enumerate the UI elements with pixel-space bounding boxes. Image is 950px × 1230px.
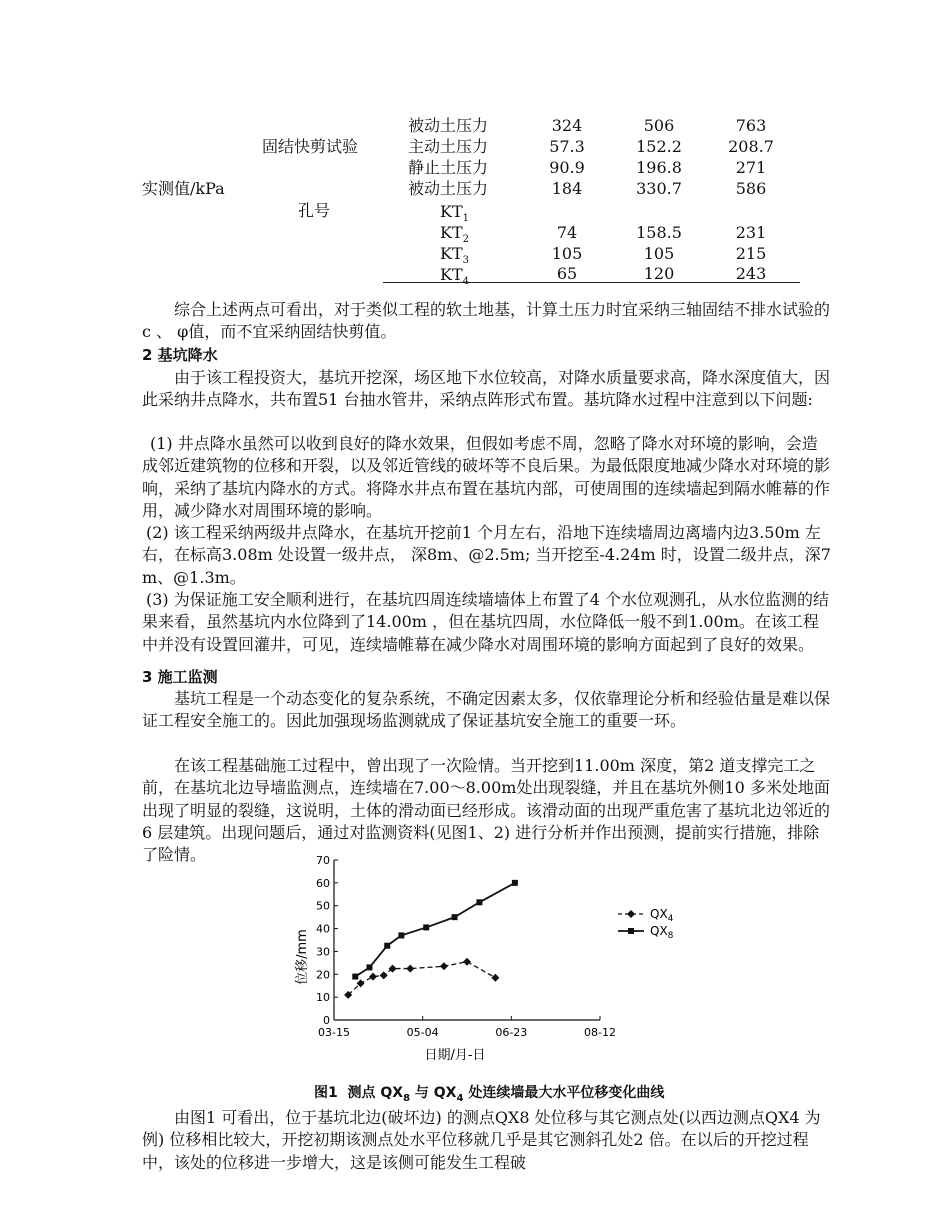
paragraph-item-2: (2) 该工程采纳两级井点降水，在基坑开挖前1 个月左右，沿地下连续墙周边离墙内边3.50m 左右，在标高3.08m 处设置一级井点， 深8m、@2.5m; 当开挖至-4.24m 时，设置二级井点，深7m、@1.3m。 — [142, 523, 831, 587]
cell: 215 — [735, 244, 767, 263]
data-point-qx4 — [369, 973, 377, 981]
chart-axes — [316, 854, 616, 1039]
y-tick-label: 30 — [316, 945, 330, 959]
data-point-qx8 — [352, 974, 358, 980]
cell: 105 — [643, 244, 675, 263]
series-line-qx8 — [355, 883, 515, 977]
cell: 330.7 — [636, 179, 682, 198]
cell: 74 — [556, 223, 578, 242]
x-tick-label: 06-23 — [495, 1026, 528, 1039]
paragraph-summary: 综合上述两点可看出，对于类似工程的软土地基，计算土压力时宜采纳三轴固结不排水试验的c 、 φ值，而不宜采纳固结快剪值。 — [142, 300, 831, 342]
x-tick-label: 08-12 — [584, 1026, 616, 1039]
cell: 105 — [551, 244, 583, 263]
data-point-qx4 — [463, 958, 471, 966]
cell: 120 — [643, 264, 675, 283]
y-tick-label: 10 — [316, 991, 330, 1005]
paragraph-item-3: (3) 为保证施工安全顺利进行，在基坑四周连续墙墙体上布置了4 个水位观测孔，从水位监测的结果来看，虽然基坑内水位降到了14.00m ，但在基坑四周，水位降低一般不到1.00m。在该工程中并没有设置回灌井，可见，连续墙帷幕在减少降水对周围环境的影响方面起到了良好的效果。 — [142, 590, 830, 654]
data-point-qx8 — [452, 914, 458, 920]
table-bottom-rule — [383, 282, 800, 283]
cell: 586 — [735, 179, 767, 198]
data-point-qx4 — [440, 962, 448, 970]
data-point-qx8 — [512, 880, 518, 886]
y-axis-label: 位移/mm — [295, 929, 310, 985]
y-tick-label: 60 — [316, 876, 330, 890]
data-point-qx4 — [380, 971, 388, 979]
y-tick-label: 40 — [316, 922, 330, 936]
cell: 152.2 — [636, 137, 682, 156]
cell: 184 — [551, 179, 583, 198]
cell: 90.9 — [549, 158, 585, 177]
data-point-qx8 — [398, 932, 404, 938]
cell: 506 — [643, 116, 675, 135]
row-label: 被动土压力 — [408, 116, 489, 135]
paragraph-monitoring-2: 在该工程基础施工过程中，曾出现了一次险情。当开挖到11.00m 深度，第2 道支撑完工之前，在基坑北边导墙监测点，连续墙在7.00～8.00m处出现裂缝，并且在基坑外侧10 多米处地面出现了明显的裂缝，这说明，土体的滑动面已经形成。该滑动面的出现严重危害了基坑北边邻近的6 层建筑。出现问题后，通过对监测资料(见图1、2) 进行分析并作出预测，提前实行措施，排除了险情。 — [142, 756, 831, 865]
x-tick-label: 03-15 — [318, 1026, 350, 1039]
data-point-qx4 — [491, 974, 499, 982]
group-label-consolidated-quick-shear: 固结快剪试验 — [262, 137, 359, 156]
y-tick-label: 70 — [316, 854, 330, 867]
cell: 196.8 — [636, 158, 682, 177]
cell: 763 — [735, 116, 767, 135]
cell: 208.7 — [728, 137, 774, 156]
chart-legend — [618, 907, 674, 941]
section-heading-dewatering: 2 基坑降水 — [142, 346, 218, 364]
cell: 324 — [551, 116, 583, 135]
kt-label: $KT_2$ — [440, 223, 469, 246]
kt-label: $KT_4$ — [440, 265, 469, 288]
hole-label: 孔号 — [298, 201, 331, 220]
group-label-measured: 实测值/kPa — [142, 179, 225, 198]
paragraph-conclusion: 由图1 可看出，位于基坑北边(破坏边) 的测点QX8 处位移与其它测点处(以西边测点QX4 为例) 位移相比较大，开挖初期该测点处水平位移就几乎是其它测斜孔处2 倍。在以后的开挖过程中，该处的位移进一步增大，这是该侧可能发生工程破 — [142, 1108, 821, 1172]
data-point-qx8 — [423, 924, 429, 930]
cell: 271 — [735, 158, 767, 177]
kt-label: $KT_3$ — [440, 244, 469, 267]
legend-label-qx4: $QX_4$ — [650, 907, 674, 924]
cell: 57.3 — [549, 137, 585, 156]
paragraph-item-1: (1) 井点降水虽然可以收到良好的降水效果，但假如考虑不周，忽略了降水对环境的影响，会造成邻近建筑物的位移和开裂，以及邻近管线的破坏等不良后果。为最低限度地减少降水对环境的影响，采纳了基坑内降水的方式。将降水井点布置在基坑内部，可使周围的连续墙起到隔水帷幕的作用，减少降水对周围环境的影响。 — [142, 434, 831, 520]
figure-caption: 图1 测点 $QX_8$ 与 $QX_4$ 处连续墙最大水平位移变化曲线 — [314, 1085, 665, 1104]
data-point-qx8 — [366, 964, 372, 970]
chart-series — [344, 880, 518, 999]
row-label: 被动土压力 — [408, 179, 489, 198]
y-tick-label: 20 — [316, 968, 330, 982]
paragraph-dewatering: 由于该工程投资大，基坑开挖深，场区地下水位较高，对降水质量要求高，降水深度值大，因此采纳井点降水，共布置51 台抽水管井，采纳点阵形式布置。基坑降水过程中注意到以下问题: — [142, 368, 831, 410]
data-point-qx8 — [384, 943, 390, 949]
y-tick-label: 50 — [316, 899, 330, 913]
cell: 158.5 — [636, 223, 682, 242]
data-point-qx4 — [406, 965, 414, 973]
data-point-qx8 — [476, 899, 482, 905]
row-label: 主动土压力 — [408, 137, 489, 156]
cell: 231 — [735, 223, 767, 242]
section-heading-monitoring: 3 施工监测 — [142, 668, 218, 686]
y-tick-label: 0 — [323, 1014, 330, 1027]
row-label: 静止土压力 — [408, 158, 489, 177]
x-tick-label: 05-04 — [406, 1026, 439, 1039]
legend-label-qx8: $QX_8$ — [650, 924, 674, 941]
kt-label: $KT_1$ — [440, 202, 469, 225]
cell: 65 — [556, 264, 578, 283]
cell: 243 — [735, 264, 767, 283]
paragraph-monitoring-1: 基坑工程是一个动态变化的复杂系统，不确定因素太多，仅依靠理论分析和经验估量是难以保证工程安全施工的。因此加强现场监测就成了保证基坑安全施工的重要一环。 — [142, 689, 831, 731]
x-axis-label: 日期/月-日 — [424, 1048, 486, 1063]
legend-marker-qx4 — [627, 910, 635, 918]
legend-marker-qx8 — [628, 928, 634, 934]
displacement-chart — [290, 852, 710, 1077]
